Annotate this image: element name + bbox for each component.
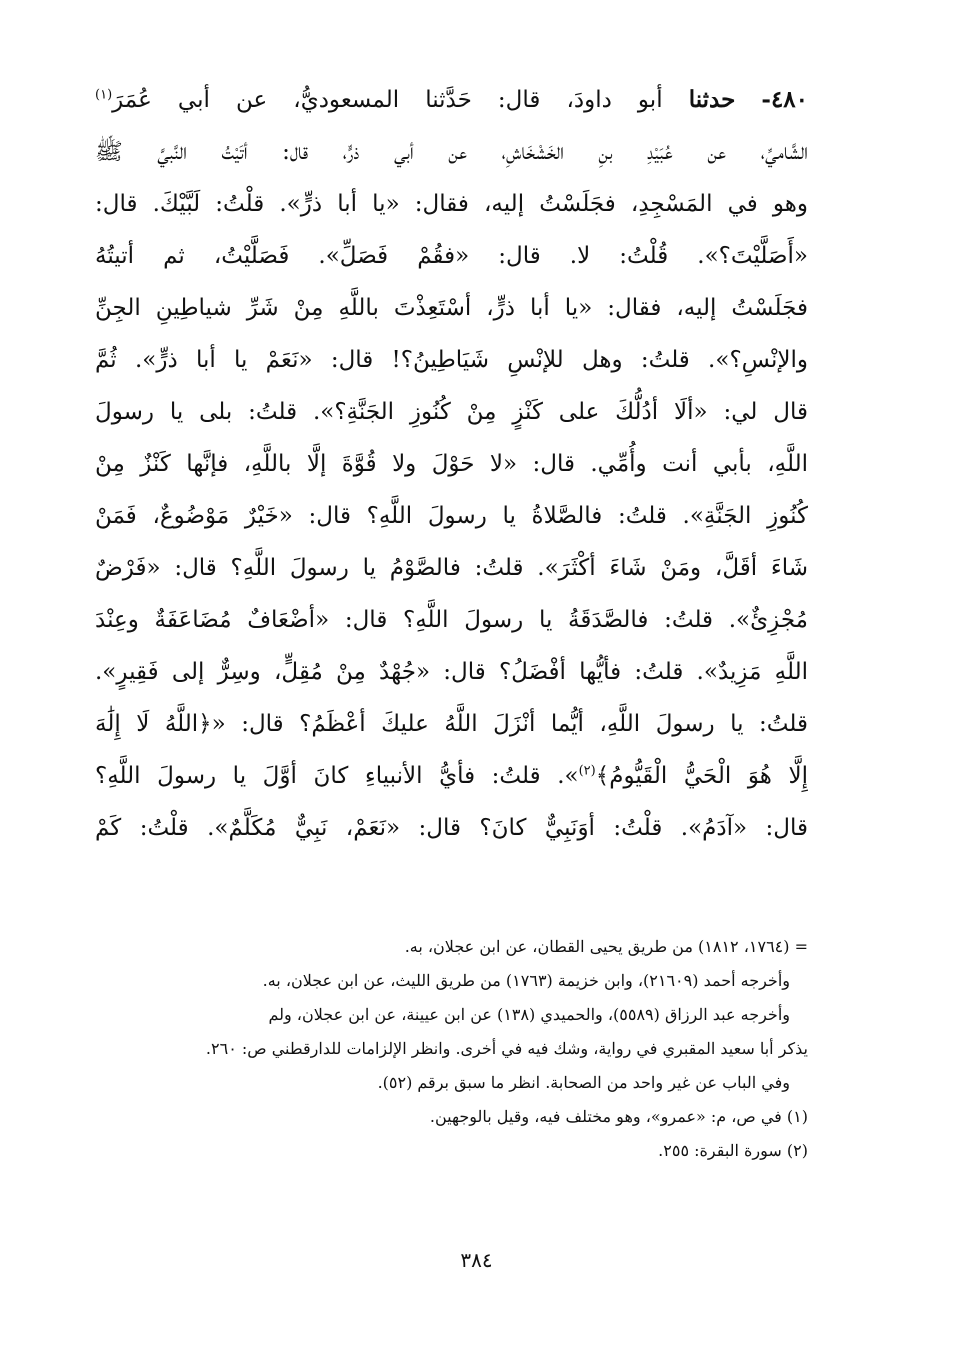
- footnote-line-4: يذكر أبا سعيد المقبري في رواية، وشك فيه في أخرى. وانظر الإلزامات للدارقطني ص: ٢٦٠.: [205, 1039, 808, 1058]
- hadith-line-2: الشَّاميِّ، عن عُبَيْدِ بنِ الخَشْخَاشِ، عن أبي ذرٍّ، قال: أتَيْتُ النَّبيَّ ﷺ: [95, 139, 808, 165]
- hadith-line-10: شَاءَ أقَلَّ، ومَنْ شَاءَ أكْثَرَ». قلتُ: فالصَّوْمُ يا رسولَ اللَّهِ؟ قال: «فَرْضٌ: [95, 555, 808, 581]
- hadith-line-6: والإنْسِ؟». قلتُ: وهل للإنْسِ شَيَاطِينُ؟! قال: «نَعَمْ يا أبا ذرٍّ». ثُمَّ: [95, 347, 808, 373]
- hadith-line-13: قلتُ: يا رسولَ اللَّهِ، أيُّما أنْزَلَ اللَّهُ عليكَ أعْظَمُ؟ قال: «﴿اللَّهُ لَا إِلَٰهَ: [95, 711, 808, 737]
- hadith-line-14-text: ». قلتُ: فأيُّ الأنبياءِ كانَ أوَّلَ يا رسولَ اللَّهِ؟: [95, 763, 579, 789]
- footnote-line-3: وأخرجه عبد الرزاق (٥٥٨٩)، والحميدي (١٣٨) عن ابن عيينة، عن ابن عجلان، ولم: [268, 1005, 790, 1024]
- hadith-line-1: [95, 74, 808, 126]
- hadith-line-15: قال: «آدَمُ». قلْتُ: أوَنَبِيٌّ كانَ؟ قال: «نَعَمْ، نَبِيٌّ مُكَلَّمٌ». قلْتُ: كَمْ: [95, 815, 808, 841]
- footnote-line-1: = (١٧٦٤، ١٨١٢) من طريق يحيى القطان، عن ابن عجلان، به.: [404, 937, 808, 956]
- footnote-1: (١) في ص، م: «عمرو»، وهو مختلف فيه، وقيل بالوجهين.: [429, 1107, 808, 1126]
- footnote-2: (٢) سورة البقرة: ٢٥٥.: [658, 1141, 808, 1160]
- hadith-line-12: اللَّهِ مَزِيدٌ». قلتُ: فأيُّها أفْضَلُ؟ قال: «جُهْدٌ مِنْ مُقِلٍّ، وسِرٌّ إلى فَقِيرٍ».: [95, 659, 808, 685]
- hadith-line-8: اللَّهِ، بأبي أنت وأُمِّي. قال: «لا حَوْلَ ولا قُوَّةَ إلَّا باللَّهِ، فإنَّها كَنْزٌ مِنْ: [95, 451, 808, 477]
- page-number: ٣٨٤: [460, 1248, 493, 1272]
- hadith-line-1-text: أبو داودَ، قال: حَدَّثنا المسعوديُّ، عن أبي عُمَرَ: [112, 87, 663, 113]
- hadith-line-11: مُجْزِئٌ». قلتُ: فالصَّدَقَةُ يا رسولَ اللَّهِ؟ قال: «أضْعَافٌ مُضَاعَفَةٌ وعِنْدَ: [95, 607, 808, 633]
- hadith-line-4: «أَصَلَّيْتَ؟». قُلْتُ: لا. قال: «فقُمْ فَصَلِّ». فَصَلَّيْتُ، ثم أتيتُهُ: [95, 243, 808, 269]
- hadith-line-9: كُنُوزِ الجَنَّةِ». قلتُ: فالصَّلاةُ يا رسولَ اللَّهِ؟ قال: «خَيْرٌ مَوْضُوعٌ، فَمَنْ: [95, 503, 808, 529]
- footnote-line-2: وأخرجه أحمد (٢١٦٠٩)، وابن خزيمة (١٧٦٣) من طريق الليث، عن ابن عجلان، به.: [262, 971, 790, 990]
- footnote-marker-2: (٢): [578, 763, 596, 779]
- footnote-marker-1: (١): [95, 87, 113, 103]
- hadith-line-14: [95, 750, 808, 802]
- quran-verse: إِلَّا هُوَ الْحَيُّ الْقَيُّومُ﴾: [595, 763, 808, 789]
- hadith-line-3: وهو في المَسْجِدِ، فجَلَسْتُ إليه، فقال: «يا أبا ذرٍّ». قلْتُ: لَبَّيْكَ. قال:: [95, 191, 808, 217]
- hadith-lead: حدثنا: [688, 86, 736, 113]
- footnote-line-5: وفي الباب عن غير واحد من الصحابة. انظر ما سبق برقم (٥٢).: [377, 1073, 790, 1092]
- hadith-text: [95, 74, 808, 854]
- footnotes: [95, 930, 808, 1168]
- hadith-number: ٤٨٠-: [761, 86, 808, 113]
- hadith-line-5: فجَلَسْتُ إليه، فقال: «يا أبا ذرٍّ، أسْتَعِذْتَ باللَّهِ مِنْ شَرِّ شياطِينِ الجِنِّ: [95, 295, 808, 321]
- hadith-line-7: قال لي: «ألَا أدُلُّكَ على كَنْزٍ مِنْ كُنُوزِ الجَنَّةِ؟». قلتُ: بلى يا رسولَ: [95, 399, 808, 425]
